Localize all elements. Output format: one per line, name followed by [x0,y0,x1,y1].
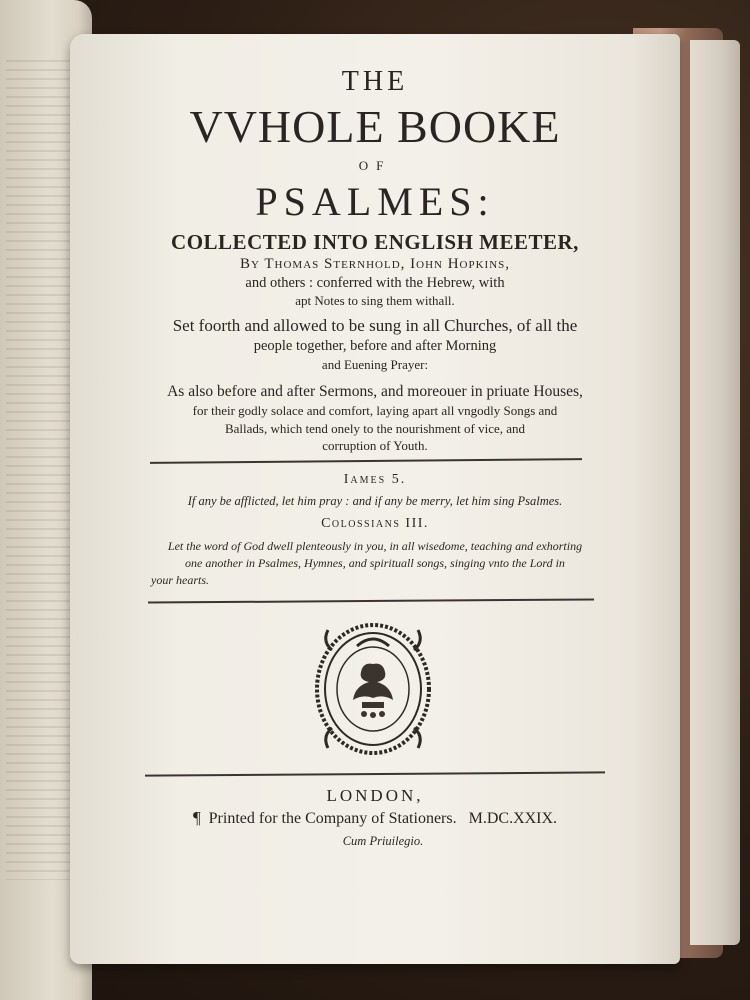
allowance-line-1: Set foorth and allowed to be sung in all Churches, of all the [172,316,578,335]
sermons-line-4: corruption of Youth. [322,438,428,453]
title-the: THE [341,66,409,97]
apt-notes-line: apt Notes to sing them withall. [295,293,455,308]
authors-line: By Thomas Sternhold, Iohn Hopkins, [239,256,511,272]
imprint-year: M.DC.XXIX. [468,810,558,827]
sermons-line-1: As also before and after Sermons, and moreouer in priuate Houses, [167,383,583,400]
colossians-verse-line-2: one another in Psalmes, Hymnes, and spirituall songs, singing vnto the Lord in [185,556,565,570]
title-whole-booke: VVHOLE BOOKE [189,101,561,152]
james-verse: If any be afflicted, let him pray : and if any be merry, let him sing Psalmes. [187,494,563,508]
colossians-verse-line-3: your hearts. [151,573,209,587]
allowance-line-3: and Euening Prayer: [321,357,429,372]
title-psalmes: PSALMES: [255,179,495,224]
sermons-line-3: Ballads, which tend onely to the nourishment of vice, and [224,421,525,436]
pilcrow-mark: ¶ [192,808,201,827]
sermons-line-2: for their godly solace and comfort, laying apart all vngodly Songs and [192,403,558,418]
imprint-printer: Printed for the Company of Stationers. [208,810,457,827]
others-line: and others : conferred with the Hebrew, with [245,275,505,291]
imprint-privilege: Cum Priuilegio. [342,834,424,848]
imprint-line [0,808,750,828]
allowance-line-2: people together, before and after Morning [253,338,497,354]
james-reference: Iames 5. [343,472,407,487]
imprint-city: LONDON, [326,786,424,805]
collected-line: COLLECTED INTO ENGLISH MEETER, [171,230,579,254]
pelican-device-icon [312,620,434,758]
title-of: OF [358,158,392,173]
colossians-verse-line-1: Let the word of God dwell plenteously in you, in all wisedome, teaching and exhorting [167,539,583,553]
colossians-reference: Colossians III. [321,516,429,531]
